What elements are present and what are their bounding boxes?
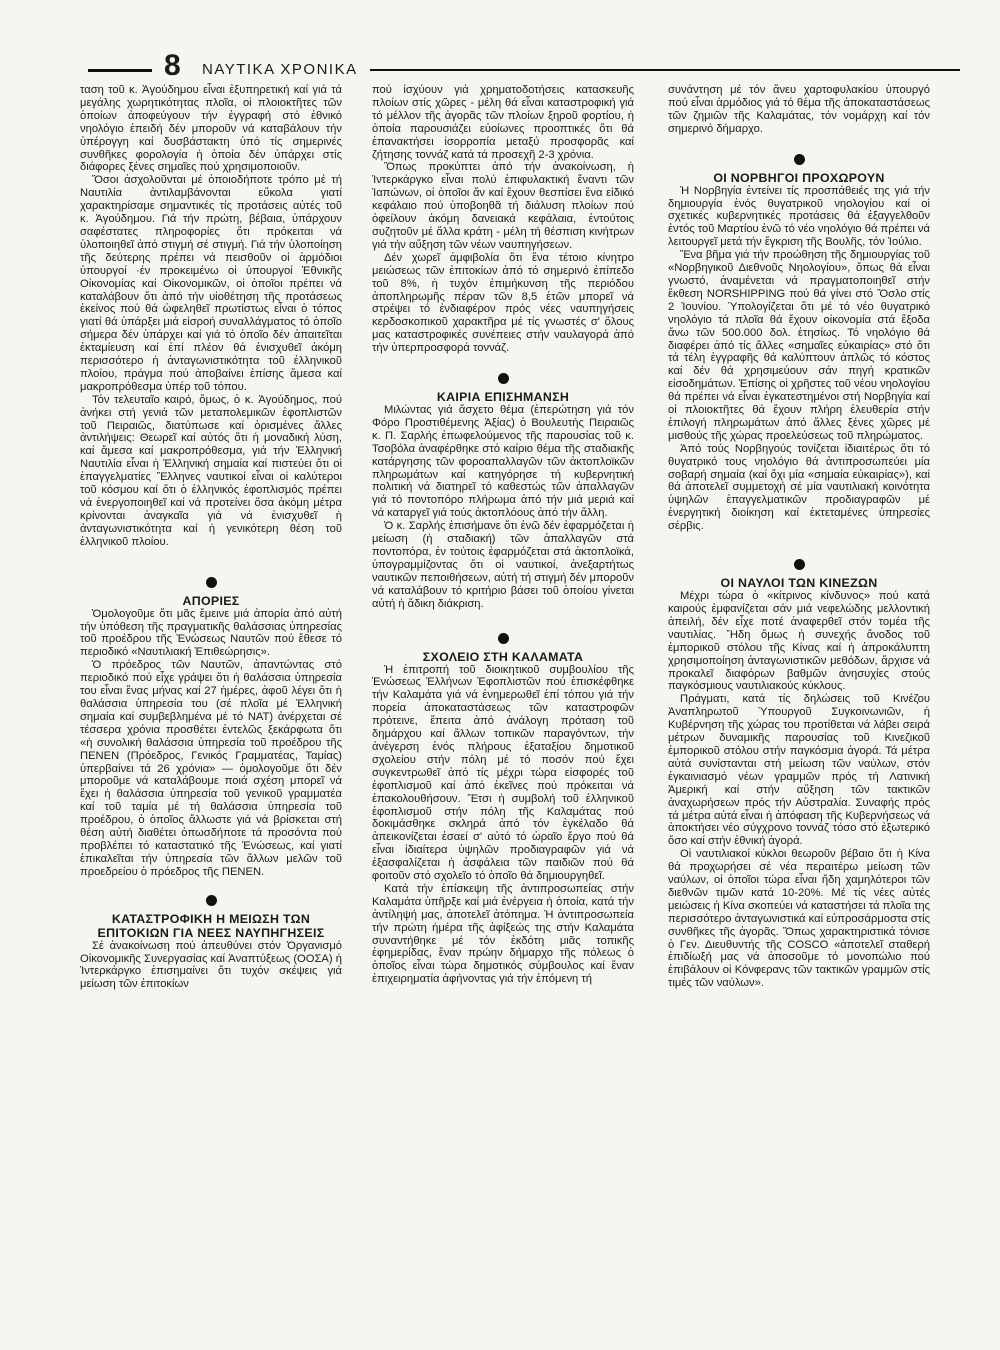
article-paragraph: πού ἰσχύουν γιά χρηματοδοτήσεις κατασκευῆς πλοίων στίς χῶρες - μέλη θά εἶναι καταστροφική γιά τό μέλλον τῆς ἀγορᾶς τῶν πλοίων ξηροῦ φορτίου, ἡ ὁποία παρουσιάζει εὐοίωνες προοπτικές ὅτι θά ἐπανακτήσει ἰσορροπία μεταξύ προσφορᾶς καί ζήτησης τοννάζ κατά τά προσεχῆ 2-3 χρόνια. [372,84,634,161]
column-2 [372,84,634,986]
article-paragraph: Μιλώντας γιά ἄσχετο θέμα (ἐπερώτηση γιά τόν Φόρο Προστιθέμενης Ἀξίας) ὁ Βουλευτής Πειραιῶς κ. Π. Σαρλής ἐπωφελούμενος τῆς παρουσίας τοῦ κ. Τσοβόλα ἀναφέρθηκε στό καίριο θέμα τῆς σταδιακῆς κατάργησης τῶν φοροαπαλλαγῶν τῶν ἀκτοπλοϊκῶν πληρωμάτων καί κατηγόρησε τή κυβερνητική πολιτική νά διατηρεῖ τό καθεστώς τῶν ἀπαλλαγῶν γιά τό ποντοπόρο πλήρωμα ἀπό τήν μιά μεριά καί νά καταργεῖ γιά τούς ἀκτοπλόους ἀπό τήν ἄλλη. [372,404,634,520]
article-paragraph: Ἀπό τούς Νορβηγούς τονίζεται ἰδιαιτέρως ὅτι τό θυγατρικό τους νηολόγιο θά ἀντιπροσωπεύει μία σοβαρή σημαία (καί ὄχι μία «σημαία εὐκαιρίας»), καί θά ἀποτελεῖ συμμετοχή σέ μία ναυτιλιακή κοινότητα ὑψηλῶν ἐπαγγελματικῶν προδιαγραφῶν μέ ἐνεργητική διοίκηση καί ἐκτεταμένες ὑπηρεσίες σέρβις. [668,442,930,533]
article-paragraph: Κατά τήν ἐπίσκεψη τῆς ἀντιπροσωπείας στήν Καλαμάτα ὑπῆρξε καί μιά ἐνέργεια ἡ ὁποία, κατά τήν ἀντίληψή μας, ἀποτελεῖ ἀτόπημα. Ἡ ἀντιπροσωπεία τήν πρώτη ἡμέρα τῆς ἀφίξεώς της στήν Καλαμάτα συναντήθηκε μέ τόν ἐκδότη μιᾶς τοπικῆς ἐφημερίδας, ἕναν πρώην δήμαρχο τῆς πόλεως ὁ ὁποῖος εἶναι τώρα δημοτικός σύμβουλος καί ἕναν ἐπιχειρηματία ἀφήνοντας γιά τήν ἑπόμενη τή [372,882,634,986]
article-paragraph: ταση τοῦ κ. Ἀγούδημου εἶναι ἐξυπηρετική καί γιά τά μεγάλης χωρητικότητας πλοῖα, οἱ πλοιοκτῆτες τῶν ὁποίων ἀποφεύγουν τήν ἐγγραφή στό ἐθνικό νηολόγιο ἐπειδή δέν μποροῦν νά καταβάλουν τήν ὑπέρογγη καί δυσβάστακτη ὑπό τίς σημερινές συνθῆκες φορολογία ἡ ὁποία δέν ὑπάρχει στίς διάφορες ξένες σημαῖες πού χρησιμοποιοῦν. [80,84,342,174]
section-heading-norvigoi: ΟΙ ΝΟΡΒΗΓΟΙ ΠΡΟΧΩΡΟΥΝ [713,170,885,185]
page-header [88,49,958,84]
page-number: 8 [164,49,181,82]
header-rule-left [88,69,152,72]
article-paragraph: Τόν τελευταῖο καιρό, ὅμως, ὁ κ. Ἀγούδημος, πού ἀνήκει στή γενιά τῶν μεταπολεμικῶν ἐφοπλιστῶν τοῦ Πειραιῶς, διατύπωσε καί ὁρισμένες ἄλλες ἀντιλήψεις: Θεωρεῖ καί αὐτός ὅτι ἡ μοναδική λύση, καί ἄμεσα καί μακροπρόθεσμα, γιά τήν Ἑλληνική Ναυτιλία εἶναι ἡ Ἑλληνική σημαία καί πιστεύει ὅτι οἱ ἐπαγγελματίες Ἕλληνες ναυτικοί εἶναι οἱ καλύτεροι τοῦ κόσμου καί ὅτι ὁ ἑλληνικός ἐφοπλισμός πρέπει νά ἐνεργοποιηθεῖ καί νά προτείνει ὅσα ἀκόμη μέτρα κρίνονται ἀναγκαῖα γιά νά ἐνισχυθεῖ ἡ ἀνταγωνιστικότητα καί ἡ γενικότερη θέση τοῦ ἑλληνικοῦ πλοίου. [80,393,342,548]
section-heading-katastrofiki: ΚΑΤΑΣΤΡΟΦΙΚΗ Η ΜΕΙΩΣΗ ΤΩΝ ΕΠΙΤΟΚΙΩΝ ΓΙΑ ΝΕΕΣ ΝΑΥΠΗΓΗΣΕΙΣ [97,911,325,940]
article-paragraph: Ἕνα βῆμα γιά τήν προώθηση τῆς δημιουργίας τοῦ «Νορβηγικοῦ Διεθνοῦς Νηολογίου», ὅπως θά εἶναι γνωστό, ἀναμένεται νά πραγματοποιηθεῖ στήν ἔκθεση NORSHIPPING πού θά γίνει στό Ὄσλο στίς 2 Ἰουνίου. Ὑπολογίζεται ὅτι μέ τό νέο θυγατρικό νηολόγιο τά πλοῖα θά ἔχουν οἰκονομία στά ἔξοδα ἄνω τῶν 500.000 δολ. ἐτησίως. Τό νηολόγιο θά διαφέρει ἀπό τίς ἄλλες «σημαῖες εὐκαιρίας» στό ὅτι τά τέλη ἐγγραφῆς θά καλύπτουν ἁπλῶς τό κόστος καί δέν θά χρησιμεύουν σάν πηγή κρατικῶν εἰσοδημάτων. Ἐπίσης οἱ χρῆστες τοῦ νέου νηολογίου θά πρέπει νά εἶναι ἐγκατεστημένοι στή Νορβηγία καί οἱ πλοιοκτῆτες θά ἔχουν πλήρη ἐλευθερία στήν ἐπιλογή πληρωμάτων ἀπό ἄλλες ξένες χῶρες μέ μισθούς τῆς χώρας προελεύσεως τοῦ πληρώματος. [668,249,930,442]
article-paragraph: Δέν χωρεῖ ἀμφιβολία ὅτι ἕνα τέτοιο κίνητρο μειώσεως τῶν ἐπιτοκίων ἀπό τό σημερινό ἐπίπεδο τοῦ 8%, ἡ τυχόν ἐπιμήκυνση τῆς περιόδου ἀποπληρωμῆς πέραν τῶν 8,5 ἐτῶν μπορεῖ νά στρέψει τό ἐνδιαφέρον πρός νέες ναυπηγήσεις κερδοσκοπικοῦ χαρακτῆρα μέ τίς γνωστές σ' ὅλους μας καταστροφικές συνέπειες στήν ναυλαγορά ἀπό τήν ὑπερπροσφορά τοννάζ. [372,251,634,355]
section-bullet [498,633,509,644]
article-paragraph: Σέ ἀνακοίνωση πού ἀπευθύνει στόν Ὀργανισμό Οἰκονομικῆς Συνεργασίας καί Ἀναπτύξεως (ΟΟΣΑ) ἡ Ἰντερκάργκο ἐπισημαίνει ὅτι τυχόν σκέψεις γιά μείωση τῶν ἐπιτοκίων [80,939,342,991]
article-paragraph: συνάντηση μέ τόν ἄνευ χαρτοφυλακίου ὑπουργό πού εἶναι ἁρμόδιος γιά τό θέμα τῆς ἀποκαταστάσεως τῶν ζημιῶν τῆς Καλαμάτας, τόν νομάρχη καί τόν σημερινό δήμαρχο. [668,84,930,135]
article-paragraph: Ὁ πρόεδρος τῶν Ναυτῶν, ἀπαντώντας στό περιοδικό πού εἶχε γράψει ὅτι ἡ θαλάσσια ὑπηρεσία του εἶναι ἕνας μήνας καί 27 ἡμέρες, ἀφοῦ λέγει ὅτι ἡ θαλάσσια ὑπηρεσία του (σέ πλοῖα μέ Ἑλληνική σημαία καί συμβεβλημένα μέ τό ΝΑΤ) ἀνέρχεται σέ τέσσερα χρόνια προσθέτει ἐντελῶς ξεκάρφωτα ὅτι «ἡ συνολική θαλάσσια ὑπηρεσία τοῦ προέδρου τῆς ΠΕΝΕΝ (Πρόεδρος, Γενικός Γραμματέας, Ταμίας) ὑπερβαίνει τά 26 χρόνια» — ὁμολογοῦμε ὅτι δέν μποροῦμε νά καταλάβουμε ποιά σχέση μπορεῖ νά ἔχει ἡ θαλάσσια ὑπηρεσία τοῦ γενικοῦ γραμματέα καί τοῦ ταμία μέ τή θαλάσσια ὑπηρεσία τοῦ προέδρου, ὁ ὁποῖος ἄλλωστε γιά νά βρίσκεται στή θέση αὐτή διαθέτει ὁπωσδήποτε τά προσόντα πού προβλέπει τό καταστατικό τῆς Ἑνώσεως, καί γιατί ἐπικαλεῖται τήν ὑπηρεσία τῶν ἄλλων μελῶν τοῦ προεδρείου ὁ πρόεδρος τῆς ΠΕΝΕΝ. [80,659,342,878]
header-rule-right [370,69,960,71]
column-1 [80,84,342,991]
section-heading-nauloi: ΟΙ ΝΑΥΛΟΙ ΤΩΝ ΚΙΝΕΖΩΝ [720,576,878,591]
section-heading-kairia: ΚΑΙΡΙΑ ΕΠΙΣΗΜΑΝΣΗ [436,390,570,405]
section-bullet [206,895,217,906]
article-paragraph: Οἱ ναυτιλιακοί κύκλοι θεωροῦν βέβαιο ὅτι ἡ Κίνα θά προχωρήσει σέ νέα περαιτέρω μείωση τῶν ναύλων, οἱ ὁποῖοι τώρα εἶναι ἤδη χαμηλότεροι τῶν διεθνῶν τιμῶν κατά 10-20%. Μέ τίς νέες αὐτές μειώσεις ἡ Κίνα σκοπεύει νά καταστήσει τά πλοῖα της περισσότερο ἀνταγωνιστικά καί εὐπροσάρμοστα στίς συνθῆκες τῆς ἀγορᾶς. Ὅπως χαρακτηριστικά τόνισε ὁ Γεν. Διευθυντής τῆς COSCO «ἀποτελεῖ σταθερή ἐπιδίωξή μας νά ἀποσοῦμε τό μονοπώλιο πού ἐπιβάλουν οἱ Κόνφερανς τῶν τακτικῶν γραμμῶν στίς τιμές τῶν ναύλων». [668,848,930,990]
article-paragraph: Μέχρι τώρα ὁ «κίτρινος κίνδυνος» πού κατά καιρούς ἐμφανίζεται σάν μιά νεφελώδης μελλοντική ἀπειλή, δέν εἶχε ποτέ ἀναφερθεῖ στόν τομέα τῆς ναυτιλίας. Ἤδη ὅμως ἡ συνεχής ἄνοδος τοῦ ἐμπορικοῦ στόλου τῆς Κίνας καί ἡ ἀπροκάλυπτη χρησιμοποίηση ἀνταγωνιστικῶν μεθόδων, ἄρχισε νά προκαλεῖ διαφόρων βαθμῶν ἀνησυχίες στούς παγκόσμιους ναυτιλιακούς κύκλους. [668,590,930,693]
journal-title: ΝΑΥΤΙΚΑ ΧΡΟΝΙΚΑ [202,61,358,78]
article-paragraph: Ὁμολογοῦμε ὅτι μᾶς ἔμεινε μιά ἀπορία ἀπό αὐτή τήν ὑπόθεση τῆς πραγματικῆς θαλάσσιας ὑπηρεσίας τοῦ προέδρου τῆς Ἑνώσεως Ναυτῶν πού ἔθεσε τό περιοδικό «Ναυτιλιακή Ἐπιθεώρησις». [80,607,342,659]
article-paragraph: Ὁ κ. Σαρλής ἐπισήμανε ὅτι ἐνῶ δέν ἐφαρμόζεται ἡ μείωση (ἡ σταδιακή) τῶν ἀπαλλαγῶν στά ποντοπόρα, ἐν τούτοις ἐφαρμόζεται στά ἀκτοπλοϊκά, ὑπογραμμίζοντας ὅτι οἱ ναυτικοί, ἀνεξαρτήτως ναυτικῶν πεποιθήσεων, αὐτή τή στιγμή δέν μποροῦν νά καταλάβουν τό κριτήριο βάσει τοῦ ὁποίου γίνεται αὐτή ἡ ἄδικη διάκριση. [372,520,634,610]
section-bullet [498,373,509,384]
section-bullet [794,154,805,165]
article-paragraph: Πράγματι, κατά τίς δηλώσεις τοῦ Κινέζου Ἀναπληρωτοῦ Ὑπουργοῦ Συγκοινωνιῶν, ἡ Κυβέρνηση τῆς χώρας του προτίθεται νά λάβει σειρά μέτρων δυναμικῆς παρουσίας τοῦ Κινεζικοῦ ἐμπορικοῦ στόλου στήν παγκόσμια ἀγορά. Τά μέτρα αὐτά συνίστανται στή μείωση τῶν ναύλων, στόν ἐγκαινιασμό νέων γραμμῶν πρός τή Λατινική Ἀμερική καί στήν αὔξηση τῶν τακτικῶν ἀναχωρήσεων πρός τήν Αὐστραλία. Συναφής πρός τά μέτρα αὐτά εἶναι ἡ ἀπόφαση τῆς Κυβερνήσεως νά ἀποκτήσει νέο σύγχρονο τοννάζ τόσο στό ἐξωτερικό ὅσο καί στήν ἐθνική ἀγορά. [668,693,930,848]
article-paragraph: Ἡ ἐπιτροπή τοῦ διοικητικοῦ συμβουλίου τῆς Ἑνώσεως Ἑλλήνων Ἐφοπλιστῶν πού ἐπισκέφθηκε τήν Καλαμάτα γιά νά ἐνημερωθεῖ ἐπί τόπου γιά τήν πορεία ἀποκαταστάσεως τῶν καταστροφῶν πρότεινε, ἔπειτα ἀπό ἀνάλογη πρόταση τοῦ δημάρχου καί ἄλλων τοπικῶν παραγόντων, τήν ἀνέγερση ἑνός πλήρους ἑξαταξίου δημοτικοῦ σχολείου στήν πόλη μέ τό ποσόν πού ἔχει συγκεντρωθεῖ ἀπό τίς μέχρι τώρα εἰσφορές τοῦ ἐφοπλισμοῦ καί ἀπό ἐκεῖνες πού πρόκειται νά ἐπακολουθήσουν. Ἔτσι ἡ συμβολή τοῦ ἑλληνικοῦ ἐφοπλισμοῦ στήν πόλη τῆς Καλαμάτας πού δοκιμάσθηκε σκληρά ἀπό τόν ἐγκέλαδο θά ἀπεικονίζεται ἐσαεί σ' αὐτό τό ὡραῖο ἔργο πού θά εἶναι ἰδιαίτερα ὑψηλῶν προδιαγραφῶν γιά νά ἐξασφαλίζεται ἡ ἀσφάλεια τῶν παιδιῶν πού θά φοιτοῦν στό σχολεῖο τό ὁποῖο θά δημιουργηθεῖ. [372,663,634,883]
section-bullet [206,577,217,588]
column-3 [668,84,930,990]
article-paragraph: Ἡ Νορβηγία ἐντείνει τίς προσπάθειές της γιά τήν δημιουργία ἑνός θυγατρικοῦ νηολογίου καί οἱ σχετικές κυβερνητικές προτάσεις θά ἐξαγγελθοῦν ἐντός τοῦ Μαρτίου ἐνῶ τό νέο νηολόγιο θά πρέπει νά λειτουργεῖ μετά τήν ἔγκριση τῆς Βουλῆς, τόν Ἰούλιο. [668,184,930,249]
article-paragraph: Ὅπως προκύπτει ἀπό τήν ἀνακοίνωση, ἡ Ἰντερκάργκο εἶναι πολύ ἐπιφυλακτική ἔναντι τῶν Ἰαπώνων, οἱ ὁποῖοι ἄν καί ἔχουν θεσπίσει ἕνα εἰδικό κεφάλαιο πού ὑποβοηθᾶ τή διάλυση πλοίων πού ὀφείλουν ἀκόμη δανειακά κεφάλαια, ἐντούτοις συζητοῦν μέ ἄλλα κράτη - μέλη τή θέσπιση κινήτρων γιά τήν αὔξηση τῶν νέων ναυπηγήσεων. [372,161,634,251]
section-heading-apories: ΑΠΟΡΙΕΣ [182,593,240,608]
section-heading-sxoleio: ΣΧΟΛΕΙΟ ΣΤΗ ΚΑΛΑΜΑΤΑ [422,649,584,664]
section-bullet [794,559,805,570]
article-paragraph: Ὅσοι ἀσχολοῦνται μέ ὁποιοδήποτε τρόπο μέ τή Ναυτιλία ἀντιλαμβάνονται εὔκολα γιατί χαρακτηρίσαμε σημαντικές τίς προτάσεις αὐτές τοῦ κ. Ἀγούδημου. Γιά τήν πρώτη, βέβαια, ὑπάρχουν σαφέστατες πληροφορίες ὅτι πρόκειται νά ὑλοποιηθεῖ ἀπό στιγμή σέ στιγμή. Γιά τήν ὑλοποίηση τῆς δεύτερης πρέπει νά πεισθοῦν οἱ ἁρμόδιοι ὑπουργοί ·έν προκειμένω οἱ ὑπουργοί Ἐθνικῆς Οἰκονομίας καί Οἰκονομικῶν, οἱ ὁποῖοι πρέπει νά καταλάβουν ὅτι ἀπό τήν υἱοθέτηση τῆς προτάσεως ἐκείνος πού θά ὠφεληθεῖ πρωτίστως εἶναι ὁ τόπος γιατί θά ὑπάρξει μιά εἰσροή συναλλάγματος τό ὁποῖο σήμερα δέν ὑπάρχει καί γιά τό ὁποῖο δέν ἀπαιτεῖται ἐκταμίευση καί ἐπί πλέον θά ἐνισχυθεῖ ἀκόμη περισσότερο ἡ ἀνταγωνιστικότητα τοῦ ἑλληνικοῦ πλοίου, πράγμα πού ἀποβαίνει ἐπίσης ἄμεσα καί μακροπρόθεσμα ὑπέρ τοῦ τόπου. [80,174,342,393]
